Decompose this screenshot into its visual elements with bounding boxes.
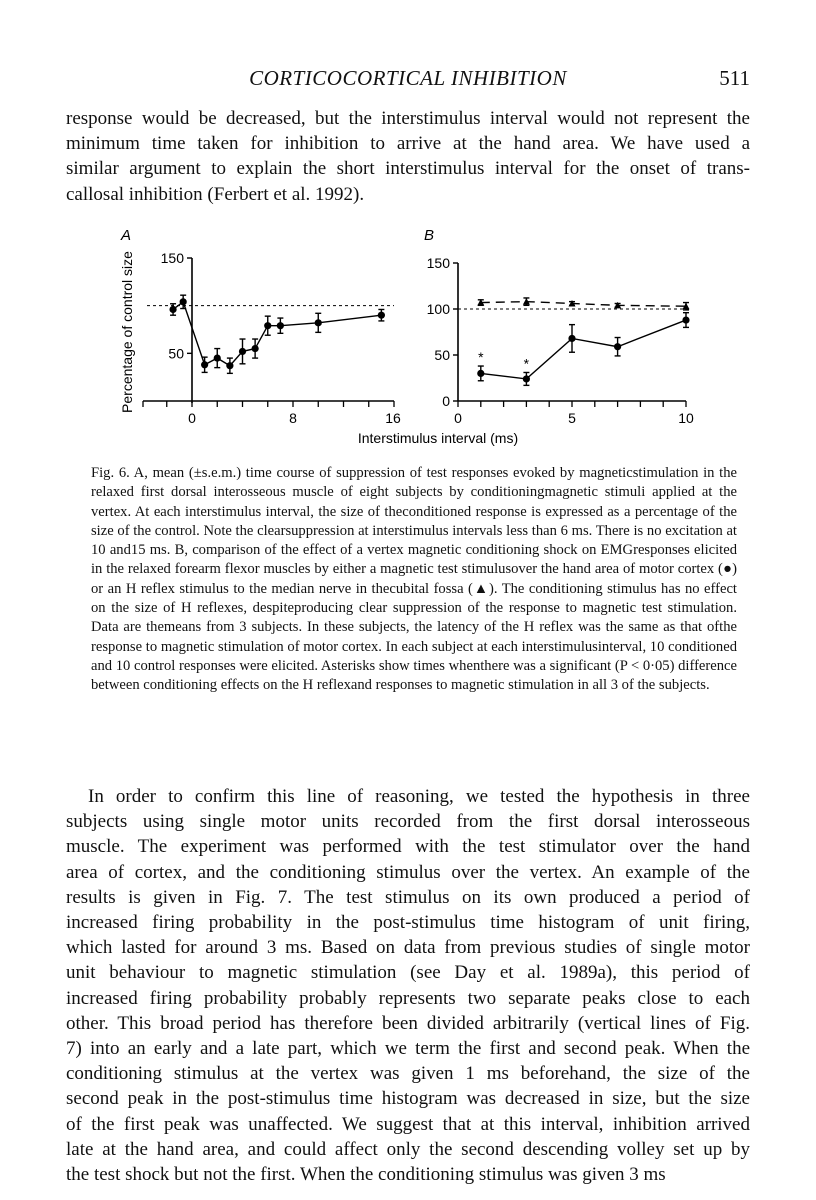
panel-b-label: B (424, 227, 435, 244)
panel-a-label: A (121, 227, 132, 244)
paragraph-2-line: other. This broad period has therefore been divided arbitrarily (vertical lines of Fig. (66, 1012, 750, 1034)
circle-marker (523, 375, 530, 382)
paragraph-2-line: subjects using single motor units recorded from the first dorsal interosseous (66, 811, 750, 833)
paragraph-2-line: increased firing probability in the post-stimulus time histogram of unit firing, (66, 912, 750, 934)
caption-line: means from 3 subjects. In these subjects, the latency of the H reflex was the same as that of (163, 619, 720, 636)
paragraph-2 (66, 784, 750, 1187)
significance-asterisk: * (478, 349, 484, 366)
x-axis-label: Interstimulus interval (ms) (357, 430, 519, 446)
magnetic-line (481, 320, 686, 379)
data-point (315, 319, 322, 326)
data-point (201, 361, 208, 368)
data-point (169, 306, 176, 313)
caption-line: and responses to magnetic stimulation in all 3 of the subjects. (350, 677, 710, 694)
caption-line: magnetic stimuli applied at the vertex. At each interstimulus interval, the size of the (91, 484, 737, 520)
circle-marker (682, 316, 689, 323)
paragraph-2-line: which lasted for around 3 ms. Based on data from previous studies of single motor (66, 937, 750, 959)
panel-b (427, 255, 694, 426)
paragraph-2-line: In order to confirm this line of reasoning, we tested the hypothesis in three (88, 786, 750, 807)
y-tick-label: 0 (442, 393, 450, 409)
paragraph-2-line: 7) into an early and a late part, which we term the first and second peak. When the (66, 1038, 750, 1060)
paragraph-1-line: response would be decreased, but the interstimulus interval would not represent the (66, 108, 750, 129)
data-point (252, 345, 259, 352)
x-tick-label: 10 (678, 410, 694, 426)
data-point (378, 312, 385, 319)
paragraph-2-line: muscle. The experiment was performed with the test stimulator over the hand (66, 836, 750, 858)
series-line (173, 302, 381, 366)
figure-6 (0, 0, 816, 460)
caption-line: stimulation in the relaxed first dorsal interosseous muscle of eight subjects by conditioning (91, 465, 737, 501)
caption-line: over the hand area of motor cortex (●) or an H reflex stimulus to the median nerve in the (91, 561, 737, 597)
paragraph-2-line: of the first peak was unaffected. We suggest that at this interval, inhibition arrived (66, 1113, 750, 1135)
circle-marker (614, 343, 621, 350)
paragraph-2-line: unit behaviour to magnetic stimulation (see Day et al. 1989a), this period of (66, 962, 750, 984)
y-tick-label: 50 (168, 345, 184, 362)
paragraph-1-line: callosal inhibition (Ferbert et al. 1992). (66, 183, 365, 205)
x-tick-label: 0 (454, 410, 462, 426)
panel-a (143, 250, 401, 426)
circle-marker (568, 335, 575, 342)
paragraph-2-line: the test shock but not the first. When the conditioning stimulus was given 3 ms (66, 1164, 666, 1186)
data-point (239, 348, 246, 355)
circle-marker (477, 370, 484, 377)
paragraph-2-line: second peak in the post-stimulus time histogram was decreased in size, but the size (66, 1088, 750, 1110)
caption-line: there was a significant (P < 0·05) difference between conditioning effects on the H reflex (91, 657, 737, 694)
x-tick-label: 5 (568, 410, 576, 426)
figure-caption (91, 464, 737, 696)
caption-line: cubital fossa (▲). The conditioning stimulus has no effect on the size of H reflexes, despite (91, 580, 737, 617)
paragraph-2-line: increased firing probability probably represents two separate peaks close to each (66, 987, 750, 1009)
significance-asterisk: * (523, 355, 530, 372)
x-tick-label: 8 (289, 410, 297, 426)
caption-line: producing clear suppression of the response to magnetic test stimulation. Data are the (91, 600, 737, 636)
paragraph-2-line: conditioning stimulus at the vertex was given 1 ms beforehand, the size of the (66, 1063, 750, 1085)
data-point (226, 362, 233, 369)
y-tick-label: 100 (426, 301, 450, 317)
y-tick-label: 50 (434, 347, 450, 363)
h-reflex-line (481, 302, 686, 307)
page-number: 511 (719, 66, 750, 90)
paragraph-2-line: late at the hand area, and could affect only the second descending volley set up by (66, 1138, 750, 1160)
x-tick-label: 16 (385, 410, 401, 426)
data-point (180, 298, 187, 305)
y-axis-label: Percentage of control size (119, 251, 135, 413)
paragraph-1-line: minimum time taken for inhibition to arrive at the hand area. We have used a (66, 133, 750, 155)
paragraph-2-line: area of cortex, and the conditioning stimulus over the vertex. An example of the (66, 861, 750, 883)
caption-line: interval, 10 conditioned and 10 control responses were elicited. Asterisks show times when (91, 638, 738, 674)
data-point (264, 322, 271, 329)
caption-line: conditioned response is expressed as a percentage of the size of the control. Note the clear (91, 503, 737, 539)
running-title: CORTICOCORTICAL INHIBITION (249, 66, 567, 90)
caption-line: Fig. 6. A, mean (±s.e.m.) time course of suppression of test responses evoked by magnetic (91, 465, 633, 481)
caption-line: 15 ms. B, comparison of the effect of a vertex magnetic conditioning shock on EMG (130, 542, 634, 559)
data-point (277, 322, 284, 329)
y-tick-label: 150 (426, 255, 450, 271)
paragraph-2-line: results is given in Fig. 7. The test stimulus on its own produced a period of (66, 886, 750, 908)
data-point (214, 355, 221, 362)
x-tick-label: 0 (188, 410, 196, 426)
y-tick-label: 150 (160, 250, 184, 266)
paragraph-1-line: similar argument to explain the short interstimulus interval for the onset of trans- (66, 158, 750, 180)
caption-line: responses elicited in the relaxed forearm flexor muscles by either a magnetic test stimulus (91, 542, 737, 578)
caption-line: suppression at interstimulus intervals less than 6 ms. There is no excitation at 10 and (91, 522, 737, 559)
caption-line: the response to magnetic stimulation of motor cortex. In each subject at each interstimulus (91, 619, 737, 655)
